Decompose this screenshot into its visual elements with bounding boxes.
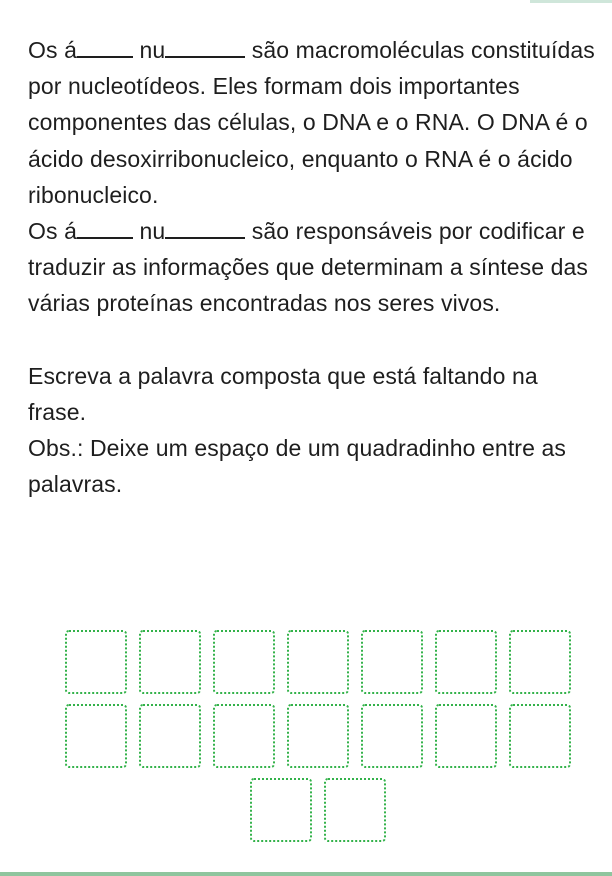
answer-box[interactable] <box>324 778 386 842</box>
top-accent-line <box>530 0 612 3</box>
answer-box[interactable] <box>287 630 349 694</box>
spacer <box>28 322 598 358</box>
answer-box[interactable] <box>435 630 497 694</box>
answer-box[interactable] <box>509 704 571 768</box>
answer-box[interactable] <box>213 704 275 768</box>
answer-box[interactable] <box>509 630 571 694</box>
note-text: Obs.: Deixe um espaço de um quadradinho entre as palavras. <box>28 435 566 498</box>
answer-box[interactable] <box>361 704 423 768</box>
answer-box[interactable] <box>435 704 497 768</box>
blank-2 <box>165 34 245 58</box>
blank-4 <box>165 215 245 239</box>
blank-1 <box>77 34 133 58</box>
blank-3 <box>77 215 133 239</box>
answer-grid-row <box>53 778 583 842</box>
answer-box[interactable] <box>361 630 423 694</box>
answer-box[interactable] <box>139 630 201 694</box>
answer-grid-row <box>53 630 583 694</box>
paragraph-1-middle: nu <box>132 37 166 63</box>
instruction-text: Escreva a palavra composta que está faltando na frase. <box>28 362 538 425</box>
paragraph-1-end: são macromoléculas constituídas por nucleotídeos. Eles formam dois importantes componentes das células, o DNA e o RNA. O DNA é o ácido desoxirribonucleico, enquanto o RNA é o ácido ribonucleico. <box>28 37 595 208</box>
paragraph-2 <box>28 213 598 322</box>
answer-grid <box>53 630 583 852</box>
answer-box[interactable] <box>213 630 275 694</box>
question-text <box>28 32 598 502</box>
answer-box[interactable] <box>139 704 201 768</box>
answer-box[interactable] <box>65 630 127 694</box>
answer-box[interactable] <box>287 704 349 768</box>
paragraph-2-start: Os á <box>28 218 77 245</box>
paragraph-1-start: Os á <box>28 37 77 63</box>
paragraph-2-end: são responsáveis por codificar e traduzir as informações que determinam a síntese das várias proteínas encontradas nos seres vivos. <box>28 218 589 317</box>
paragraph-2-middle: nu <box>132 218 166 245</box>
answer-box[interactable] <box>65 704 127 768</box>
bottom-accent-line <box>0 872 612 876</box>
paragraph-1 <box>28 32 598 213</box>
answer-grid-row <box>53 704 583 768</box>
answer-box[interactable] <box>250 778 312 842</box>
